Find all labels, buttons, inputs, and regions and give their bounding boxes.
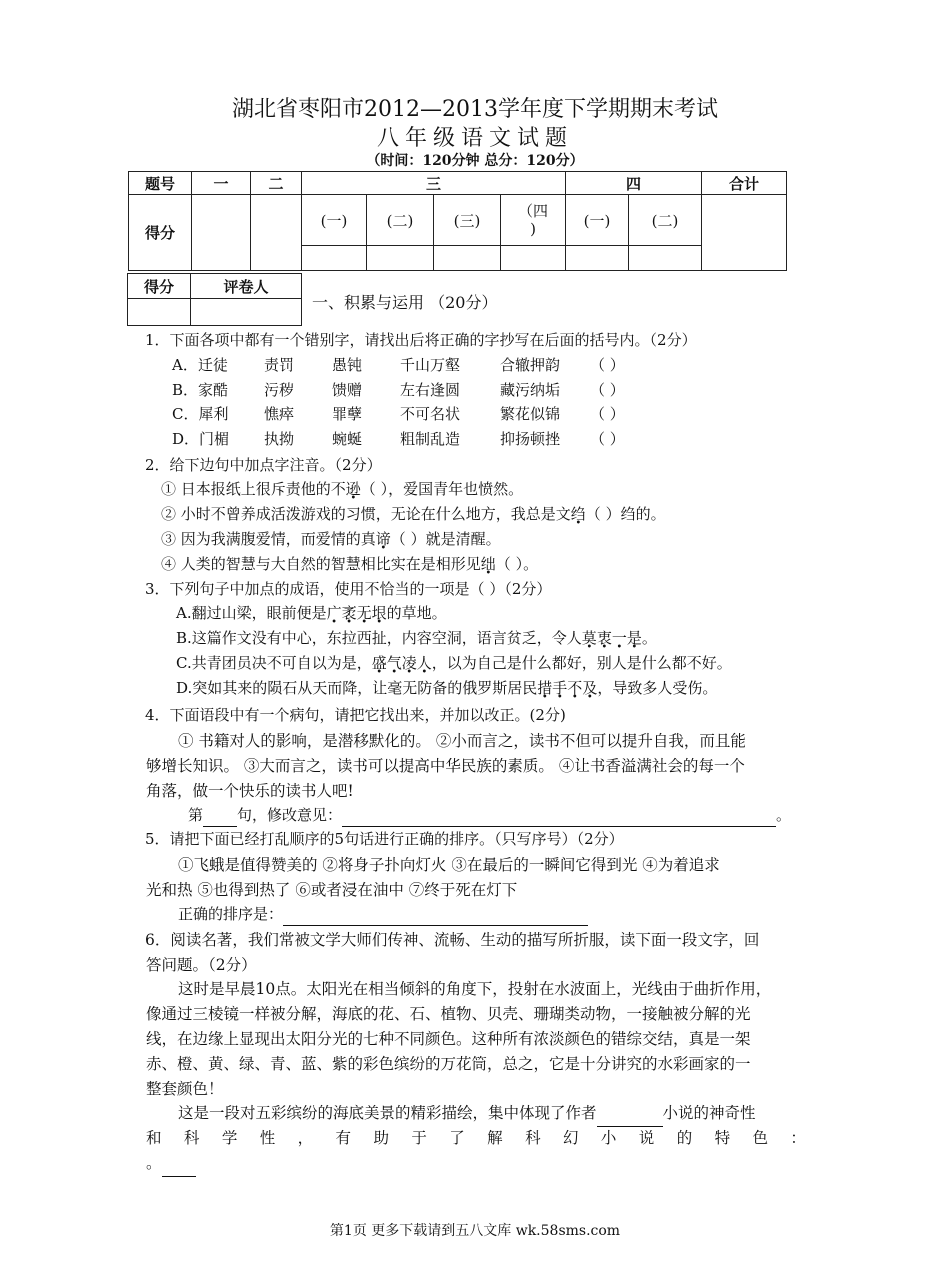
q4-line-2: 够增长知识。 ③大而言之，读书可以提高中华民族的素质。 ④让书香溢满社会的每一个 [146, 757, 745, 775]
score-cell-2 [251, 195, 302, 271]
q6-ask-char: 解 [487, 1129, 503, 1147]
score-header-4: 四 [566, 172, 702, 195]
score-sub-3-3: (三) [434, 195, 501, 246]
q4-stem: 4．下面语段中有一个病句，请把它找出来，并加以改正。(2分) [145, 706, 566, 724]
q1-option-word: 蜿蜒 [332, 429, 363, 448]
q6-stem-1: 6．阅读名著，我们常被文学大师们传神、流畅、生动的描写所折服，读下面一段文字，回 [145, 931, 760, 949]
q3-dotted-char: 人 [416, 654, 432, 672]
q2-dotted-char: 逊 [345, 480, 361, 498]
q6-ask-2 [146, 1126, 806, 1151]
q3-option: D.突如其来的陨石从天而降，让毫无防备的俄罗斯居民措手不及，导致多人受伤。 [176, 679, 718, 697]
score-blank [566, 246, 629, 271]
q1-option-word: 馈赠 [332, 380, 363, 399]
score-row-label: 得分 [129, 195, 192, 271]
q6-author-blank[interactable] [597, 1101, 663, 1127]
q6-ask-3: 。 [146, 1151, 196, 1177]
q3-dotted-char: 垠 [371, 604, 387, 622]
q5-order-blank[interactable] [283, 903, 588, 926]
q1-answer-bracket[interactable]: （ ） [590, 429, 625, 448]
q2-item: ③ 因为我满腹爱情，而爱情的真谛（ ）就是清醒。 [161, 530, 501, 548]
exam-title: 湖北省枣阳市2012—2013学年度下学期期末考试 [232, 97, 718, 122]
q6-ask-char: 了 [449, 1129, 465, 1147]
q6-passage-1: 这时是早晨10点。太阳光在相当倾斜的角度下，投射在水波面上，光线由于曲折作用， [178, 980, 772, 998]
q6-ask-char: 小 [600, 1129, 617, 1147]
q1-option-word: 不可名状 [400, 405, 461, 423]
q3-dotted-char: 衷 [596, 629, 612, 647]
exam-info: （时间：120分钟 总分：120分） [366, 153, 584, 169]
score-sub-4-2: (二) [629, 195, 702, 246]
q6-ask-char: 学 [221, 1129, 238, 1147]
q3-dotted-char: 袤 [341, 604, 357, 622]
reviewer-cell [191, 299, 302, 326]
q3-stem: 3．下列句子中加点的成语，使用不恰当的一项是（ ）（2分） [145, 580, 552, 598]
q6-passage-5: 整套颜色！ [146, 1080, 224, 1098]
q3-dotted-char: 无 [356, 604, 372, 622]
q3-dotted-char: 盛 [371, 654, 387, 672]
q1-option-word: 左右逢圆 [400, 380, 461, 399]
q1-option-word: 合辙押韵 [500, 356, 561, 374]
q6-ask-char: ： [790, 1129, 806, 1147]
q5-answer: 正确的排序是： [178, 903, 588, 926]
score-blank [367, 246, 434, 271]
q3-dotted-char: 是 [626, 629, 642, 647]
q1-option-word: A．迁徒 [172, 356, 228, 374]
reviewer-score-cell [128, 299, 191, 326]
q1-option-word: 千山万壑 [400, 356, 461, 374]
q2-stem: 2．给下边句中加点字注音。（2分） [145, 456, 382, 474]
q3-dotted-char: 广 [326, 604, 342, 622]
q3-dotted-char: 莫 [581, 629, 597, 647]
score-sub-3-1: (一) [302, 195, 367, 246]
score-header-number: 题号 [129, 172, 192, 195]
section-heading: 一、积累与运用 （20分） [312, 293, 498, 312]
q5-line-2: 光和热 ⑤也得到热了 ⑥或者浸在油中 ⑦终于死在灯下 [146, 881, 518, 899]
reviewer-score-label: 得分 [128, 274, 191, 299]
reviewer-label: 评卷人 [191, 274, 302, 299]
q6-ask-char: 和 [146, 1129, 162, 1147]
page-footer: 第1页 更多下载请到五八文库 wk.58sms.com [329, 1223, 621, 1239]
q6-ask-char: 特 [714, 1129, 731, 1147]
q1-answer-bracket[interactable]: （ ） [590, 356, 625, 374]
q5-stem: 5．请把下面已经打乱顺序的5句话进行正确的排序。（只写序号）（2分） [145, 830, 624, 848]
q2-dotted-char: 谛 [375, 530, 391, 548]
score-header-1: 一 [192, 172, 251, 195]
q1-stem: 1．下面各项中都有一个错别字，请找出后将正确的字抄写在后面的括号内。（2分） [145, 331, 697, 349]
q1-option-word: 愚钝 [332, 356, 363, 374]
q1-option-word: B．家酷 [172, 380, 229, 399]
score-sub-3-4: （四 ) [501, 195, 566, 246]
score-blank [302, 246, 367, 271]
q6-ask-char: 幻 [562, 1129, 579, 1147]
q6-ask-char: 科 [183, 1129, 200, 1147]
q2-item: ④ 人类的智慧与大自然的智慧相比实在是相形见绌（ ）。 [161, 555, 539, 573]
q3-option: B.这篇作文没有中心，东拉西扯，内容空洞，语言贫乏，令人莫衷一是。 [176, 629, 657, 647]
q1-option-word: 罪孽 [332, 405, 363, 423]
q6-ask-char: 性 [259, 1129, 276, 1147]
q1-option-word: 抑扬顿挫 [500, 429, 561, 448]
q4-line-3: 角落，做一个快乐的读书人吧! [146, 782, 354, 800]
q3-dotted-char: 一 [611, 629, 627, 647]
q4-sentence-blank[interactable] [203, 804, 237, 827]
q6-passage-3: 线，在边缘上显现出太阳分光的七种不同颜色。这种所有浓淡颜色的错综交结，真是一架 [146, 1030, 751, 1048]
q2-item: ② 小时不曾养成活泼游戏的习惯，无论在什么地方，我总是文绉（ ）绉的。 [161, 505, 666, 523]
q2-item: ① 日本报纸上很斥责他的不逊（ ），爱国青年也愤然。 [161, 480, 524, 498]
score-cell-1 [192, 195, 251, 271]
score-header-3: 三 [302, 172, 566, 195]
exam-subtitle: 八年级语文试题 [376, 126, 573, 151]
q4-answer: 第 句，修改意见： 。 [188, 804, 791, 827]
q6-stem-2: 答问题。（2分） [146, 956, 257, 974]
q6-ask-char: 的 [676, 1129, 693, 1147]
score-blank [434, 246, 501, 271]
q3-dotted-char: 手 [552, 679, 568, 697]
q4-revision-blank[interactable] [342, 804, 776, 827]
q1-option-word: D．门楣 [172, 429, 230, 448]
q3-dotted-char: 凌 [401, 654, 417, 672]
score-header-2: 二 [251, 172, 302, 195]
q6-ask-char: 有 [335, 1129, 352, 1147]
q1-option-word: 责罚 [264, 356, 295, 374]
score-sub-3-2: (二) [367, 195, 434, 246]
q3-dotted-char: 及 [582, 679, 598, 697]
q1-answer-bracket[interactable]: （ ） [590, 405, 625, 423]
q1-option-word: C．犀利 [172, 405, 229, 423]
score-blank [501, 246, 566, 271]
q1-option-word: 藏污纳垢 [500, 380, 561, 399]
q6-ask-char: ， [297, 1129, 314, 1147]
score-blank [629, 246, 702, 271]
q2-dotted-char: 绌 [480, 555, 496, 573]
q4-line-1: ① 书籍对人的影响，是潜移默化的。 ②小而言之，读书不但可以提升自我，而且能 [178, 732, 746, 750]
q6-ask-char: 助 [373, 1129, 389, 1147]
q3-dotted-char: 措 [537, 679, 553, 697]
q1-option-word: 执拗 [264, 429, 295, 448]
score-table [128, 171, 787, 271]
q1-option-word: 粗制乱造 [400, 429, 461, 448]
q2-dotted-char: 绉 [570, 505, 586, 523]
q6-ask-char: 色 [752, 1129, 769, 1147]
q6-ask-char: 科 [525, 1129, 541, 1147]
score-sub-4-1: (一) [566, 195, 629, 246]
q6-ask-1: 这是一段对五彩缤纷的海底美景的精彩描绘，集中体现了作者 小说的神奇性 [178, 1101, 756, 1127]
q6-passage-2: 像通过三棱镜一样被分解，海底的花、石、植物、贝壳、珊瑚类动物，一接触被分解的光 [146, 1005, 751, 1023]
q3-dotted-char: 不 [567, 679, 583, 697]
q6-ask-char: 于 [411, 1129, 427, 1147]
score-cell-total [702, 195, 787, 271]
q1-option-word: 憔瘁 [264, 405, 295, 423]
q5-line-1: ①飞蛾是值得赞美的 ②将身子扑向灯火 ③在最后的一瞬间它得到光 ④为着追求 [178, 856, 720, 874]
q1-answer-bracket[interactable]: （ ） [590, 380, 625, 399]
q3-option: A.翻过山梁，眼前便是广袤无垠的草地。 [176, 604, 447, 622]
reviewer-table [127, 273, 302, 326]
q6-ask-char: 说 [638, 1129, 655, 1147]
q6-passage-4: 赤、橙、黄、绿、青、蓝、紫的彩色缤纷的万花筒，总之，它是十分讲究的水彩画家的一 [146, 1055, 751, 1073]
q1-option-word: 繁花似锦 [500, 405, 561, 423]
q3-dotted-char: 气 [386, 654, 402, 672]
q1-option-word: 污秽 [264, 380, 295, 399]
q3-option: C.共青团员决不可自以为是，盛气凌人，以为自己是什么都好，别人是什么都不好。 [176, 654, 732, 672]
q6-feature-blank[interactable] [162, 1151, 196, 1177]
score-header-total: 合计 [702, 172, 787, 195]
